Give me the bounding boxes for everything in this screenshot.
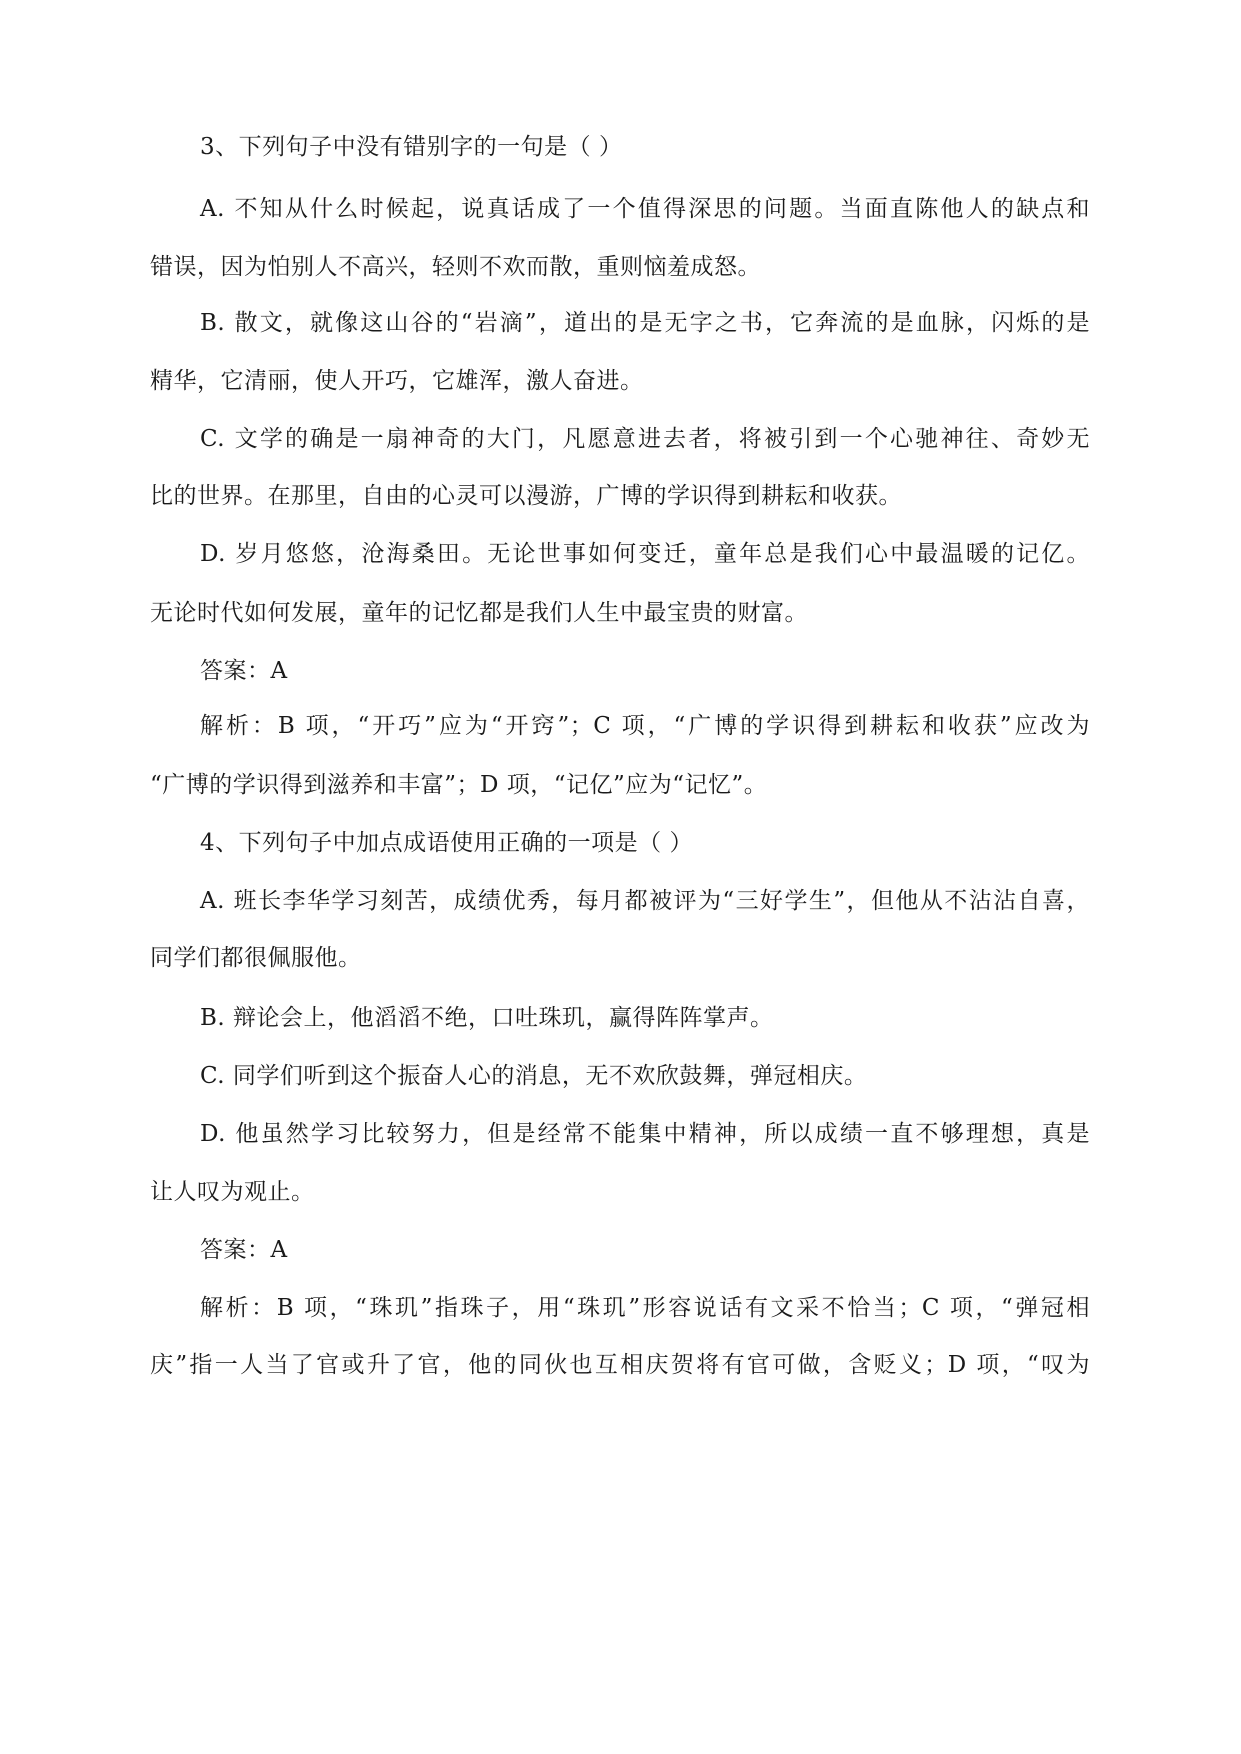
q4-answer: 答案：A — [200, 1237, 288, 1263]
q4-analysis-line-1: 解析：B 项，“珠玑”指珠子，用“珠玑”形容说话有文采不恰当；C 项，“弹冠相 — [200, 1295, 1090, 1321]
q3-option-d-line-1: D. 岁月悠悠，沧海桑田。无论世事如何变迁，童年总是我们心中最温暖的记亿。 — [200, 541, 1090, 567]
q4-option-a-line-1: A. 班长李华学习刻苦，成绩优秀，每月都被评为“三好学生”，但他从不沾沾自喜， — [200, 888, 1090, 914]
q3-answer: 答案：A — [200, 658, 288, 684]
q3-option-b-line-1: B. 散文，就像这山谷的“岩滴”，道出的是无字之书，它奔流的是血脉，闪烁的是 — [200, 310, 1090, 336]
q3-option-c-line-1: C. 文学的确是一扇神奇的大门，凡愿意进去者，将被引到一个心驰神往、奇妙无 — [200, 426, 1090, 452]
q4-option-d-line-2: 让人叹为观止。 — [150, 1179, 315, 1205]
q3-analysis-line-1: 解析：B 项，“开巧”应为“开窍”；C 项，“广博的学识得到耕耘和收获”应改为 — [200, 713, 1090, 739]
q4-option-d-line-1: D. 他虽然学习比较努力，但是经常不能集中精神，所以成绩一直不够理想，真是 — [200, 1121, 1090, 1147]
q3-option-a-line-1: A. 不知从什么时候起，说真话成了一个值得深思的问题。当面直陈他人的缺点和 — [200, 196, 1090, 222]
q3-option-a-line-2: 错误，因为怕别人不高兴，轻则不欢而散，重则恼羞成怒。 — [150, 254, 761, 280]
q4-option-a-line-2: 同学们都很佩服他。 — [150, 945, 362, 971]
q3-option-c-line-2: 比的世界。在那里，自由的心灵可以漫游，广博的学识得到耕耘和收获。 — [150, 483, 902, 509]
q4-option-c-line-1: C. 同学们听到这个振奋人心的消息，无不欢欣鼓舞，弹冠相庆。 — [200, 1063, 868, 1089]
q3-analysis-line-2: “广博的学识得到滋养和丰富”；D 项，“记亿”应为“记忆”。 — [150, 772, 768, 798]
q3-option-d-line-2: 无论时代如何发展，童年的记忆都是我们人生中最宝贵的财富。 — [150, 600, 808, 626]
question-3-text: 3、下列句子中没有错别字的一句是（ ） — [200, 134, 623, 160]
q4-analysis-line-2: 庆”指一人当了官或升了官，他的同伙也互相庆贺将有官可做，含贬义；D 项，“叹为 — [150, 1352, 1090, 1378]
q3-option-b-line-2: 精华，它清丽，使人开巧，它雄浑，激人奋进。 — [150, 368, 644, 394]
q4-option-b-line-1: B. 辩论会上，他滔滔不绝，口吐珠玑，赢得阵阵掌声。 — [200, 1005, 774, 1031]
question-4-text: 4、下列句子中加点成语使用正确的一项是（ ） — [200, 830, 693, 856]
